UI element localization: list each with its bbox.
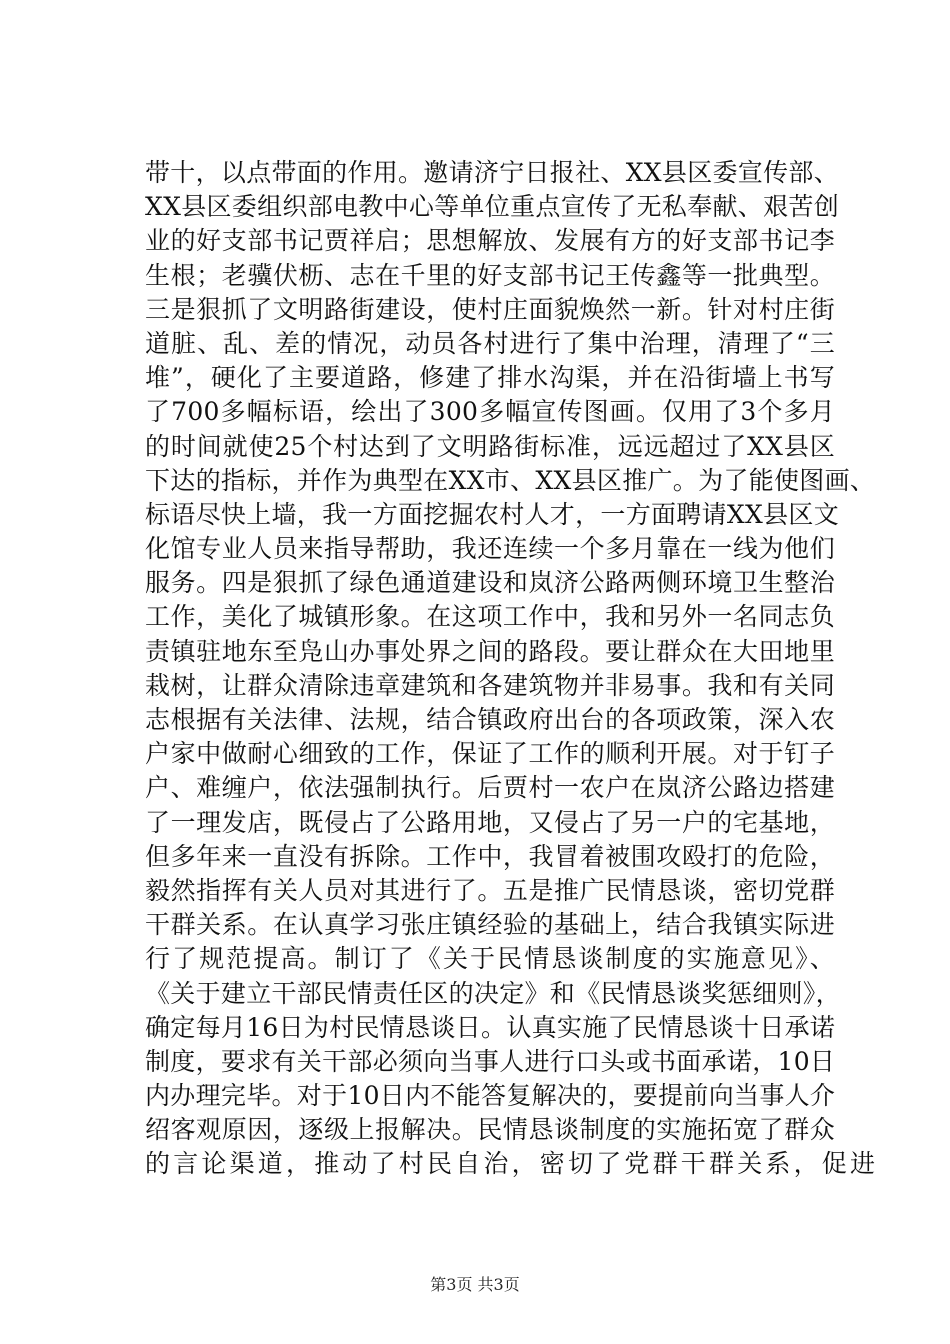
text-line: 下达的指标，并作为典型在XX市、XX县区推广。为了能使图画、 bbox=[145, 465, 876, 495]
text-line: 标语尽快上墙，我一方面挖掘农村人才，一方面聘请XX县区文 bbox=[145, 499, 839, 529]
text-line: 三是狠抓了文明路街建设，使村庄面貌焕然一新。针对村庄街 bbox=[145, 294, 835, 324]
text-line: 的言论渠道，推动了村民自治，密切了党群干群关系，促进 bbox=[145, 1149, 879, 1179]
text-line: 栽树，让群众清除违章建筑和各建筑物并非易事。我和有关同 bbox=[145, 670, 835, 700]
text-line: 业的好支部书记贾祥启；思想解放、发展有方的好支部书记李 bbox=[145, 226, 835, 256]
text-line: 行了规范提高。制订了《关于民情恳谈制度的实施意见》、 bbox=[145, 944, 835, 974]
text-line: 志根据有关法律、法规，结合镇政府出台的各项政策，深入农 bbox=[145, 705, 835, 734]
text-line: 道脏、乱、差的情况，动员各村进行了集中治理，清理了“三 bbox=[145, 328, 835, 358]
text-line: 带十，以点带面的作用。邀请济宁日报社、XX县区委宣传部、 bbox=[145, 158, 839, 187]
text-line: 化馆专业人员来指导帮助，我还连续一个多月靠在一线为他们 bbox=[145, 534, 835, 564]
text-line: 户家中做耐心细致的工作，保证了工作的顺利开展。对于钉子 bbox=[145, 739, 835, 769]
page-footer: 第3页 共3页 bbox=[430, 1275, 520, 1294]
text-line: 《关于建立干部民情责任区的决定》和《民情恳谈奖惩细则》， bbox=[145, 978, 841, 1008]
text-line: 服务。四是狠抓了绿色通道建设和岚济公路两侧环境卫生整治 bbox=[145, 568, 835, 598]
text-line: 但多年来一直没有拆除。工作中，我冒着被围攻殴打的危险， bbox=[145, 841, 835, 871]
text-line: 的时间就使25个村达到了文明路街标准，远远超过了XX县区 bbox=[145, 431, 835, 461]
text-line: 了一理发店，既侵占了公路用地，又侵占了另一户的宅基地， bbox=[145, 807, 835, 837]
text-line: 了700多幅标语，绘出了300多幅宣传图画。仅用了3个多月 bbox=[145, 397, 835, 427]
body-text bbox=[145, 156, 879, 1182]
text-line: 内办理完毕。对于10日内不能答复解决的，要提前向当事人介 bbox=[145, 1081, 836, 1111]
text-line: 堆”，硬化了主要道路，修建了排水沟渠，并在沿街墙上书写 bbox=[145, 363, 835, 393]
text-line: 确定每月16日为村民情恳谈日。认真实施了民情恳谈十日承诺 bbox=[145, 1012, 836, 1042]
text-line: 干群关系。在认真学习张庄镇经验的基础上，结合我镇实际进 bbox=[145, 910, 835, 940]
text-line: 责镇驻地东至凫山办事处界之间的路段。要让群众在大田地里 bbox=[145, 636, 835, 666]
text-line: 绍客观原因，逐级上报解决。民情恳谈制度的实施拓宽了群众 bbox=[145, 1115, 835, 1145]
text-line: XX县区委组织部电教中心等单位重点宣传了无私奉献、艰苦创 bbox=[145, 192, 839, 222]
text-line: 户、难缠户，依法强制执行。后贾村一农户在岚济公路边搭建 bbox=[145, 773, 835, 803]
text-line: 毅然指挥有关人员对其进行了。五是推广民情恳谈，密切党群 bbox=[145, 875, 835, 905]
text-line: 制度，要求有关干部必须向当事人进行口头或书面承诺，10日 bbox=[145, 1046, 836, 1076]
text-line: 生根；老骥伏枥、志在千里的好支部书记王传鑫等一批典型。 bbox=[145, 260, 835, 290]
text-line: 工作，美化了城镇形象。在这项工作中，我和另外一名同志负 bbox=[145, 602, 835, 632]
